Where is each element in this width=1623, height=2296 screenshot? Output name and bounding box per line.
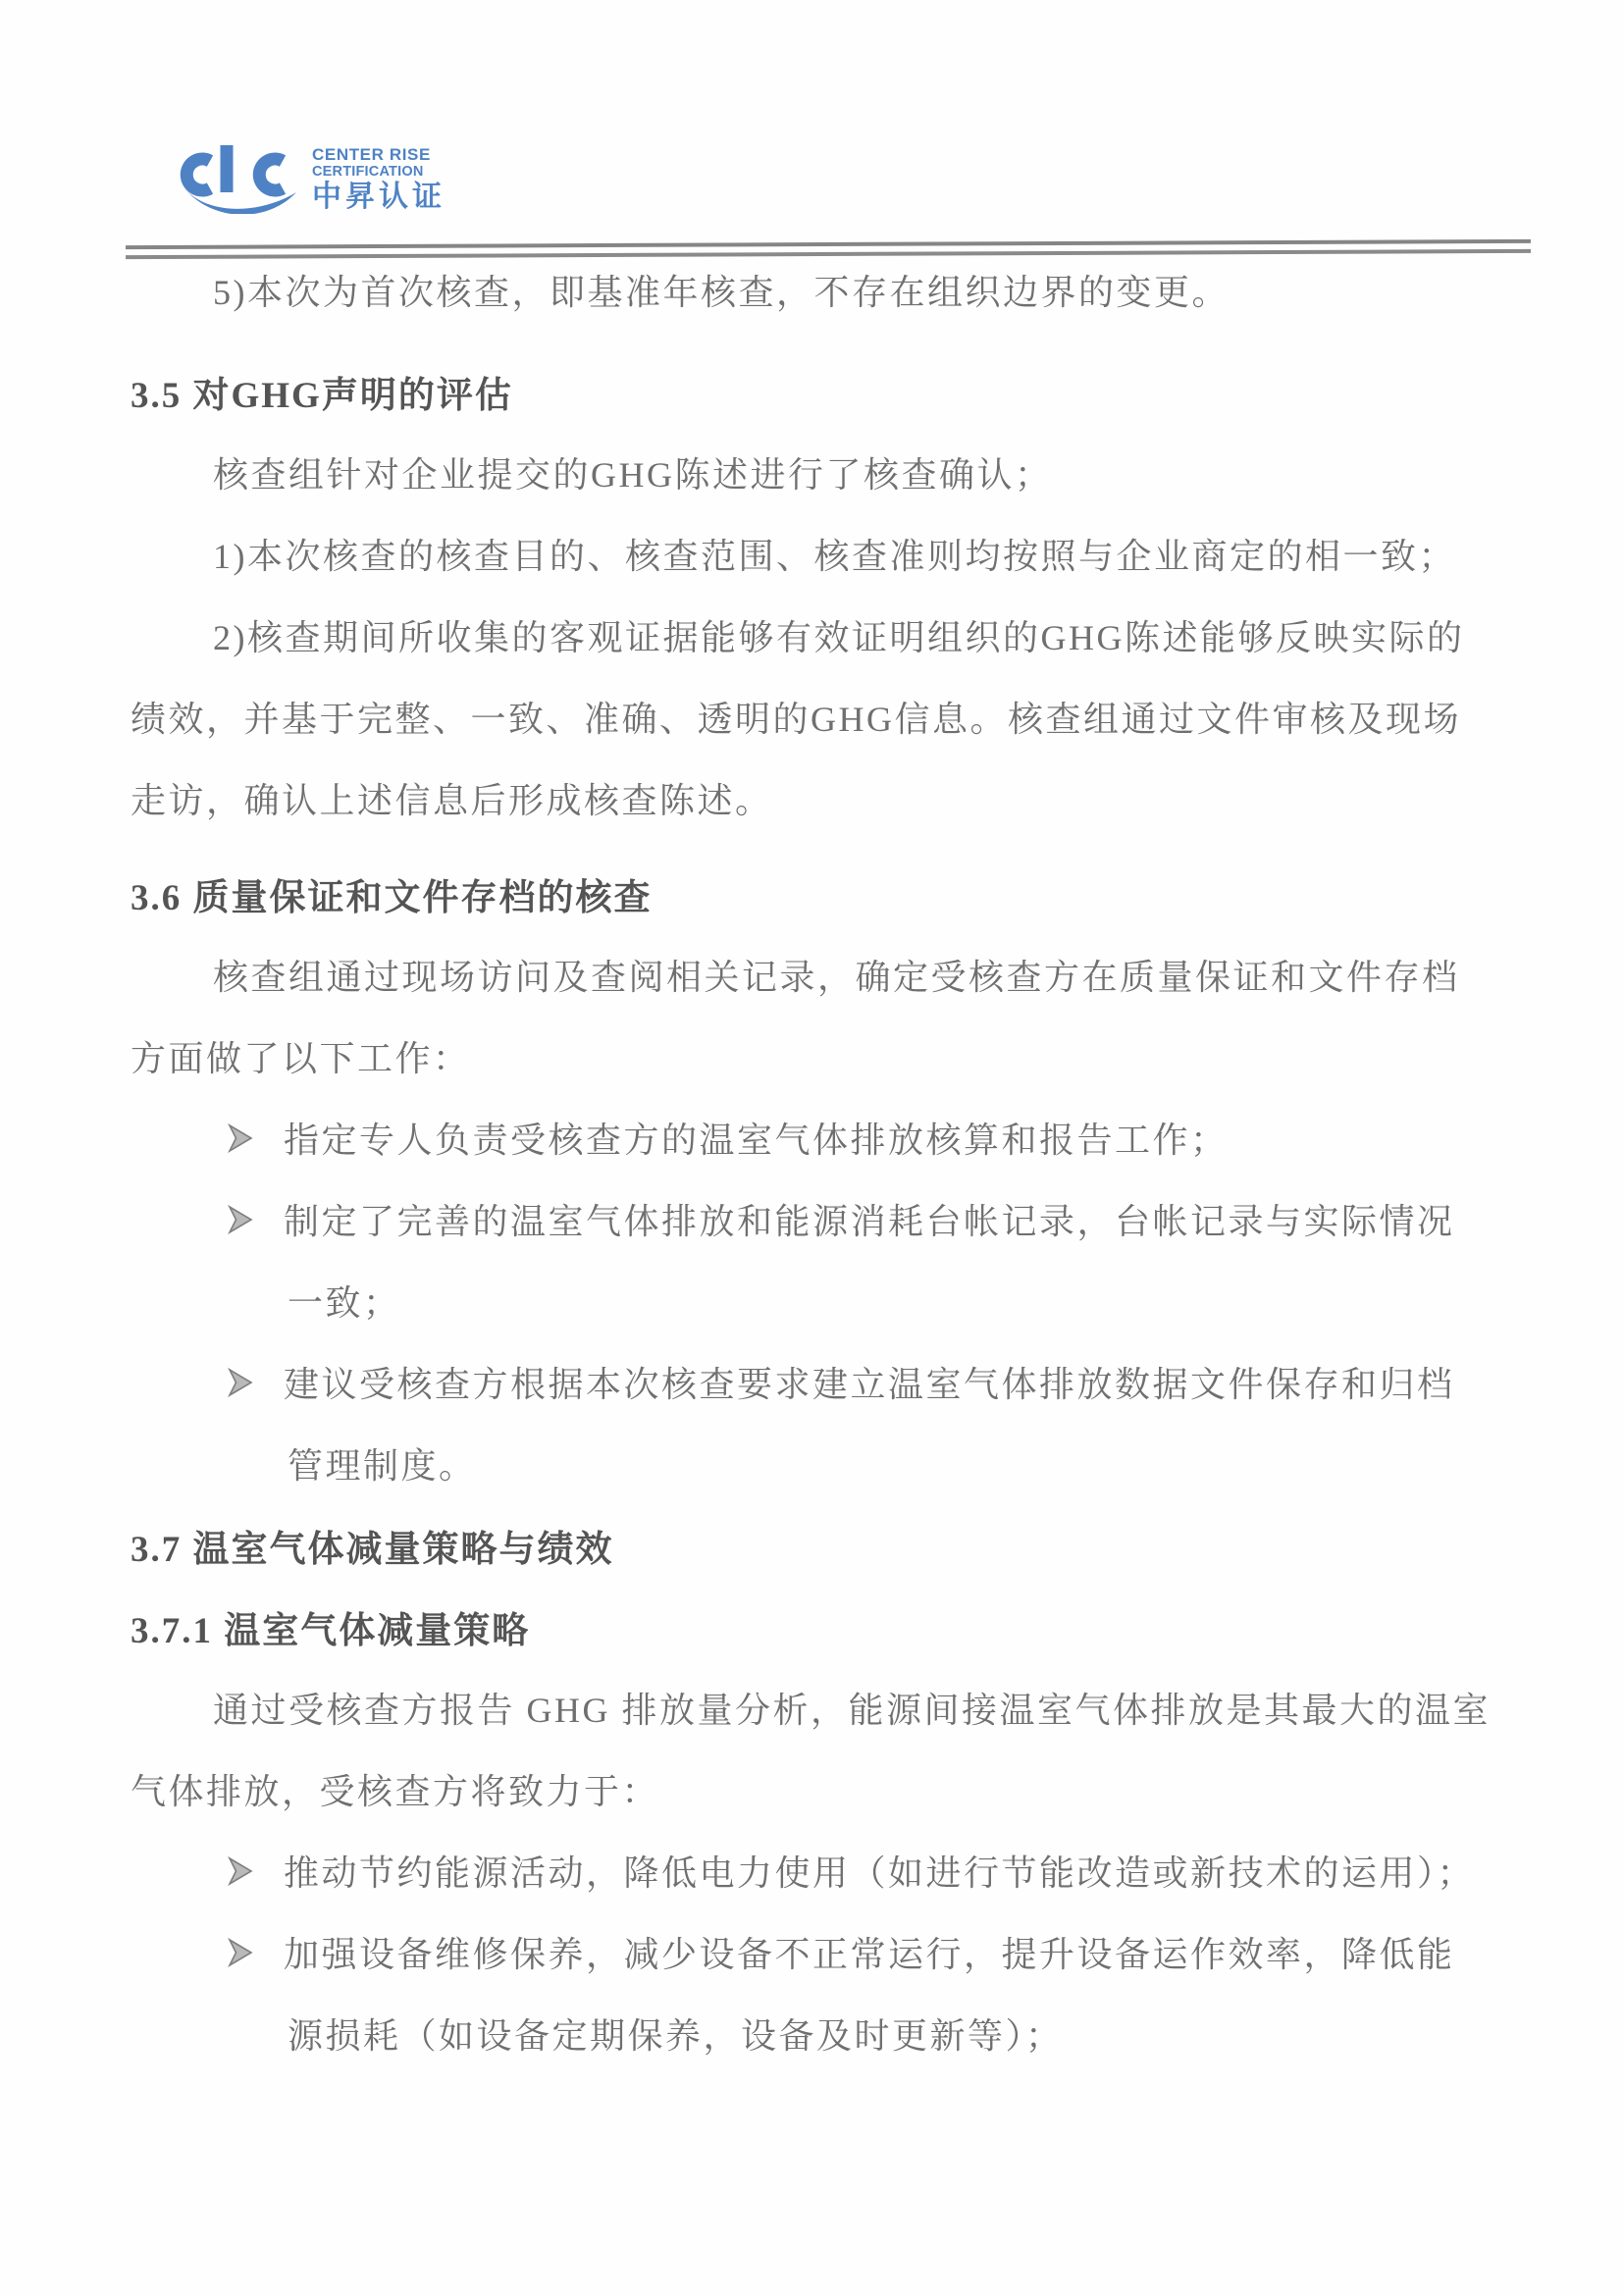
logo-line-chinese-name: 中昇认证	[312, 181, 445, 213]
line-text: 核查组针对企业提交的GHG陈述进行了核查确认；	[213, 455, 1053, 495]
bullet-arrow-icon	[227, 1938, 254, 1967]
line-text: 气体排放，受核查方将致力于：	[131, 1772, 660, 1811]
bullet-item	[131, 1830, 1532, 1911]
line-text: 1)本次核查的核查目的、核查范围、核查准则均按照与企业商定的相一致；	[213, 537, 1456, 576]
line-text: 加强设备维修保养，减少设备不正常运行，提升设备运作效率，降低能	[284, 1935, 1455, 1974]
line-text: 3.6 质量保证和文件存档的核查	[131, 877, 653, 918]
section-heading	[131, 853, 1532, 934]
section-heading	[131, 1586, 1532, 1667]
logo-line-center-rise: CENTER RISE	[312, 144, 431, 164]
line-text: 一致；	[288, 1283, 401, 1323]
line-text: 5)本次为首次核查，即基准年核查，不存在组织边界的变更。	[213, 273, 1230, 312]
line-text: 绩效，并基于完整、一致、准确、透明的GHG信息。核查组通过文件审核及现场	[131, 700, 1461, 739]
line-text: 3.7 温室气体减量策略与绩效	[131, 1529, 614, 1570]
bullet-arrow-icon	[227, 1123, 254, 1153]
crc-logo-mark-icon	[173, 137, 304, 214]
bullet-item	[131, 1341, 1532, 1423]
line-text: 走访，确认上述信息后形成核查陈述。	[131, 781, 773, 820]
section-heading	[131, 1504, 1532, 1586]
line-text: 通过受核查方报告 GHG 排放量分析，能源间接温室气体排放是其最大的温室	[213, 1691, 1491, 1730]
line-text: 建议受核查方根据本次核查要求建立温室气体排放数据文件保存和归档	[284, 1365, 1455, 1404]
line-text: 指定专人负责受核查方的温室气体排放核算和报告工作；	[284, 1121, 1229, 1160]
bullet-item	[131, 1178, 1532, 1260]
logo-text-block	[312, 146, 445, 215]
section-heading	[131, 350, 1532, 432]
text-line	[131, 249, 1532, 331]
crc-logo	[173, 137, 445, 214]
bullet-arrow-icon	[227, 1368, 254, 1397]
text-line	[131, 1016, 1532, 1097]
bullet-item	[131, 1911, 1532, 1993]
bullet-item	[131, 1097, 1532, 1178]
line-text: 管理制度。	[288, 1446, 477, 1486]
bullet-arrow-icon	[227, 1205, 254, 1234]
text-line	[131, 513, 1532, 595]
document-body	[131, 249, 1532, 2074]
bullet-item-continuation	[131, 1993, 1532, 2074]
text-line	[131, 432, 1532, 513]
text-line	[131, 1748, 1532, 1830]
line-text: 3.7.1 温室气体减量策略	[131, 1610, 531, 1651]
text-line	[131, 934, 1532, 1016]
line-text: 方面做了以下工作：	[131, 1039, 471, 1078]
text-line	[131, 757, 1532, 839]
line-text: 源损耗（如设备定期保养，设备及时更新等）；	[288, 2016, 1064, 2056]
line-text: 核查组通过现场访问及查阅相关记录，确定受核查方在质量保证和文件存档	[213, 958, 1460, 997]
line-text: 3.5 对GHG声明的评估	[131, 375, 513, 416]
text-line	[131, 1667, 1532, 1748]
logo-line-certification: CERTIFICATION	[312, 163, 424, 180]
line-text: 制定了完善的温室气体排放和能源消耗台帐记录，台帐记录与实际情况	[284, 1202, 1455, 1241]
text-line	[131, 595, 1532, 676]
bullet-item-continuation	[131, 1260, 1532, 1341]
line-text: 推动节约能源活动，降低电力使用（如进行节能改造或新技术的运用）；	[284, 1853, 1476, 1893]
text-line	[131, 676, 1532, 757]
line-text: 2)核查期间所收集的客观证据能够有效证明组织的GHG陈述能够反映实际的	[213, 618, 1465, 657]
bullet-arrow-icon	[227, 1856, 254, 1886]
bullet-item-continuation	[131, 1423, 1532, 1504]
